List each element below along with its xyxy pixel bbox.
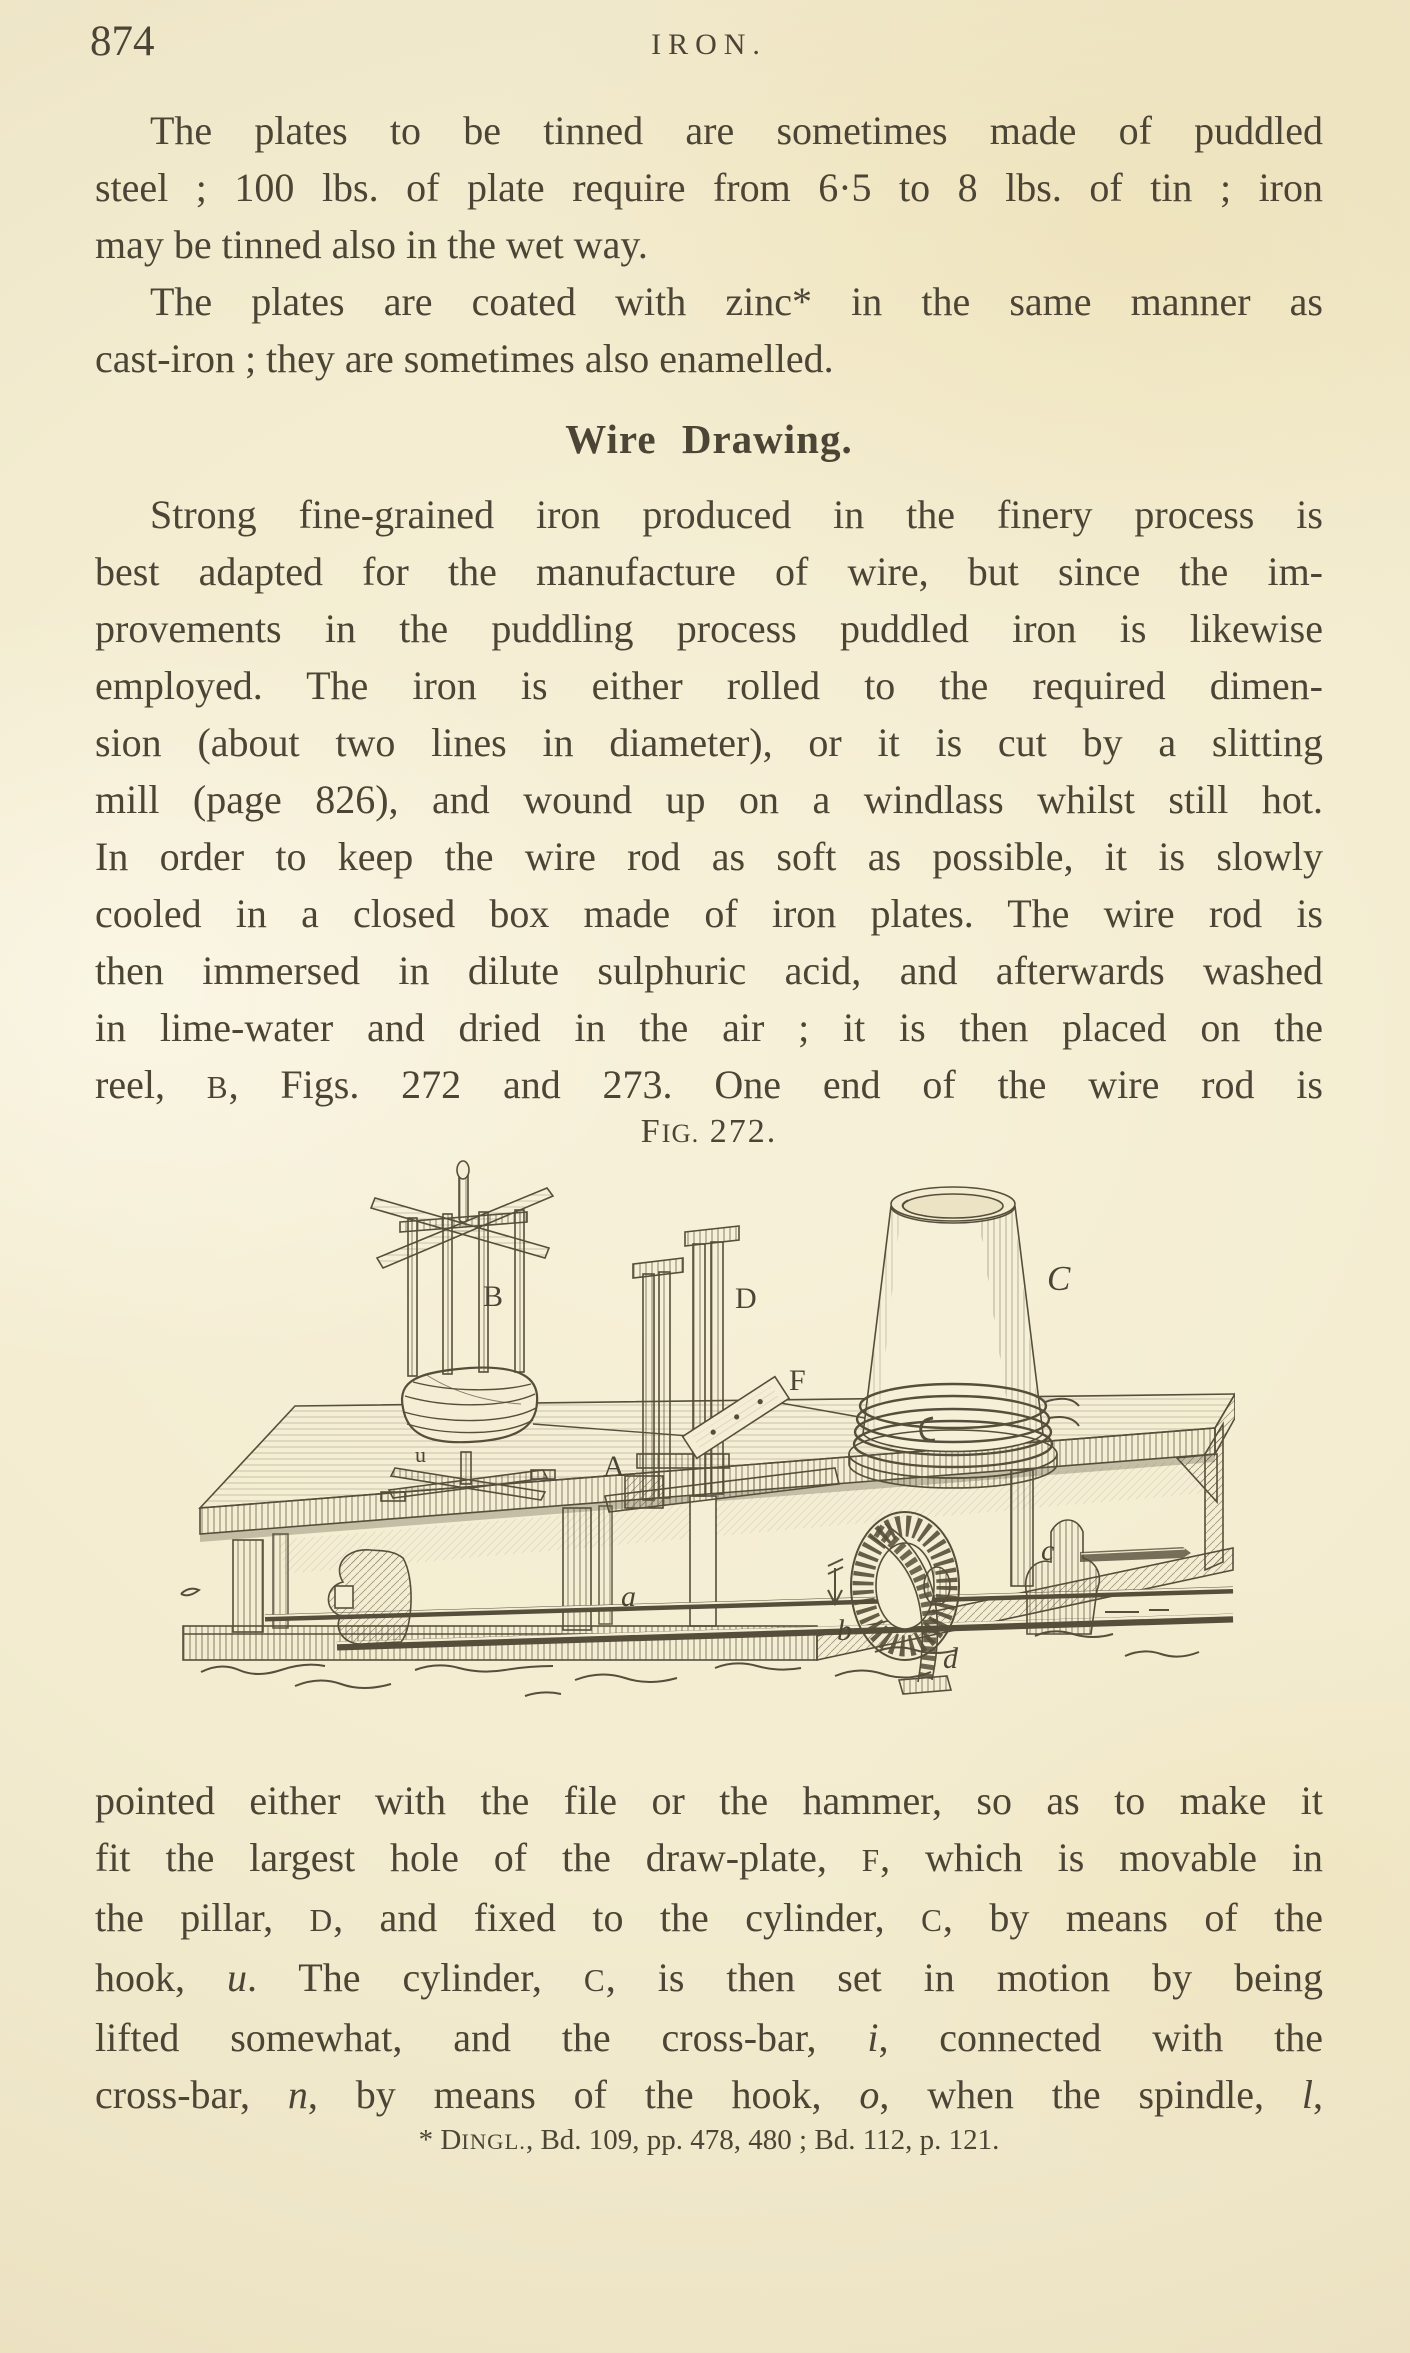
text-line: provements in the puddling process puddled iron is likewise [95, 606, 1323, 651]
figure-label-a: a [621, 1580, 636, 1613]
text-line: employed. The iron is either rolled to the required dimen- [95, 663, 1323, 708]
text-line: The plates to be tinned are sometimes made of puddled [150, 108, 1323, 153]
figure-label-d: d [943, 1642, 958, 1675]
figure-caption: FIG. 272. [640, 1113, 778, 1150]
engraving-geometry [181, 1161, 1235, 1696]
text-line: steel ; 100 lbs. of plate require from 6·5 to 8 lbs. of tin ; iron [95, 165, 1323, 210]
figure-label-c: c [1041, 1534, 1055, 1567]
section-heading: Wire Drawing. [565, 416, 853, 462]
paragraph-zinc [95, 273, 1323, 387]
figure-272-engraving [175, 1156, 1235, 1704]
figure-label-b: b [837, 1614, 852, 1647]
footnote-reference: * DINGL., Bd. 109, pp. 478, 480 ; Bd. 112, p. 121. [418, 2124, 1000, 2156]
text-line: in lime-water and dried in the air ; it is then placed on the [95, 1005, 1323, 1050]
figure-label-F: F [789, 1364, 806, 1397]
text-line: fit the largest hole of the draw-plate, F, which is movable in [95, 1835, 1323, 1880]
paragraph-drawing-process [95, 1772, 1323, 2123]
figure-label-A: A [603, 1450, 625, 1483]
text-line: pointed either with the file or the hammer, so as to make it [95, 1778, 1323, 1823]
figure-label-C: C [1047, 1259, 1071, 1298]
figure-label-D: D [735, 1282, 757, 1315]
text-line: The plates are coated with zinc* in the same manner as [150, 279, 1323, 324]
text-line: may be tinned also in the wet way. [95, 222, 648, 267]
figure-label-B: B [483, 1280, 504, 1313]
text-line: reel, B, Figs. 272 and 273. One end of the wire rod is [95, 1062, 1323, 1107]
paragraph-wire-drawing [95, 486, 1323, 1116]
text-line: best adapted for the manufacture of wire, but since the im- [95, 549, 1323, 594]
text-line: Strong fine-grained iron produced in the finery process is [150, 492, 1323, 537]
text-line: the pillar, D, and fixed to the cylinder, C, by means of the [95, 1895, 1324, 1940]
text-line: then immersed in dilute sulphuric acid, and afterwards washed [95, 948, 1323, 993]
text-line: cast-iron ; they are sometimes also enamelled. [95, 336, 834, 381]
page-number: 874 [90, 18, 155, 65]
text-line: sion (about two lines in diameter), or it is cut by a slitting [95, 720, 1323, 765]
text-line: cross-bar, n, by means of the hook, o, when the spindle, l, [95, 2072, 1324, 2117]
text-line: cooled in a closed box made of iron plates. The wire rod is [95, 891, 1323, 936]
text-line: mill (page 826), and wound up on a windlass whilst still hot. [95, 777, 1323, 822]
text-line: lifted somewhat, and the cross-bar, i, connected with the [95, 2015, 1323, 2060]
paragraph-tinning [95, 102, 1323, 273]
figure-label-u: u [415, 1442, 426, 1467]
wire-drawing-bench-illustration [175, 1156, 1235, 1704]
running-title: IRON. [651, 28, 767, 61]
text-line: In order to keep the wire rod as soft as possible, it is slowly [95, 834, 1323, 879]
text-line: hook, u. The cylinder, C, is then set in motion by being [95, 1955, 1323, 2000]
